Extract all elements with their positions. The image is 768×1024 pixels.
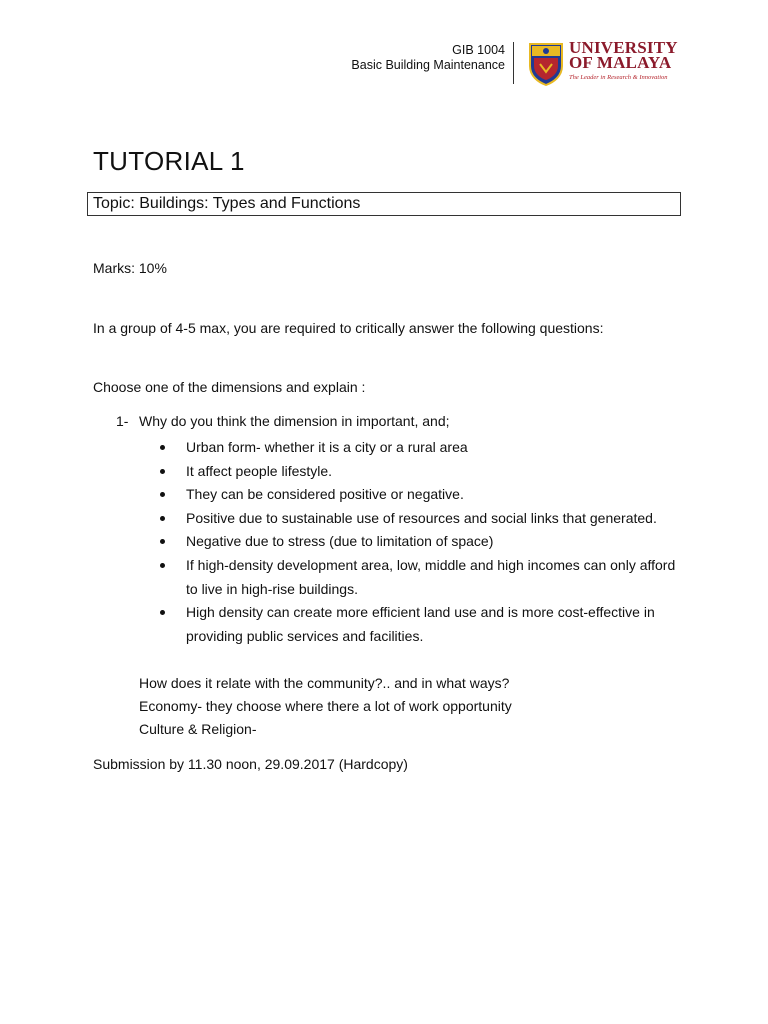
bullet-text: If high-density development area, low, middle and high incomes can only afford to live in high-rise buildings. xyxy=(186,556,676,597)
submission-text: Submission by 11.30 noon, 29.09.2017 (Hardcopy) xyxy=(93,756,408,772)
header-divider xyxy=(513,42,514,84)
bullet-icon xyxy=(160,469,165,474)
bullet-text: Urban form- whether it is a city or a rural area xyxy=(186,439,468,455)
university-name-line1: UNIVERSITY xyxy=(569,38,678,57)
instruction-text: In a group of 4-5 max, you are required to critically answer the following questions: xyxy=(93,320,604,336)
bullet-icon xyxy=(160,492,165,497)
page-title: TUTORIAL 1 xyxy=(93,146,245,176)
list-item xyxy=(160,483,690,507)
culture-text: Culture & Religion- xyxy=(139,721,257,737)
choose-text: Choose one of the dimensions and explain : xyxy=(93,379,366,395)
list-item xyxy=(160,530,690,554)
course-name: Basic Building Maintenance xyxy=(351,58,505,72)
bullet-list xyxy=(160,436,690,648)
bullet-text: Negative due to stress (due to limitation of space) xyxy=(186,533,494,550)
university-name-line2: OF MALAYA xyxy=(569,53,672,72)
topic-box: Topic: Buildings: Types and Functions xyxy=(87,192,681,216)
list-item xyxy=(160,460,690,484)
course-header xyxy=(351,43,505,73)
list-item xyxy=(160,601,690,648)
course-code: GIB 1004 xyxy=(452,43,505,57)
bullet-text: Positive due to sustainable use of resources and social links that generated. xyxy=(186,509,657,526)
bullet-icon xyxy=(160,445,165,450)
university-tagline: The Leader in Research & Innovation xyxy=(569,74,668,81)
question-number: 1- xyxy=(116,413,129,429)
bullet-icon xyxy=(160,516,165,521)
community-question: How does it relate with the community?.. and in what ways? xyxy=(139,675,510,691)
university-crest-icon xyxy=(528,42,564,86)
bullet-icon xyxy=(160,610,165,615)
list-item xyxy=(160,436,690,460)
bullet-text: High density can create more efficient land use and is more cost-effective in providing public services and facilities. xyxy=(186,604,655,644)
question-text: Why do you think the dimension in important, and; xyxy=(139,413,450,429)
economy-text: Economy- they choose where there a lot of work opportunity xyxy=(139,698,512,714)
bullet-text: It affect people lifestyle. xyxy=(186,462,333,479)
bullet-text: They can be considered positive or negative. xyxy=(186,486,464,503)
list-item xyxy=(160,507,690,531)
bullet-icon xyxy=(160,563,165,568)
list-item xyxy=(160,554,690,601)
university-name xyxy=(569,40,678,70)
marks-text: Marks: 10% xyxy=(93,260,167,276)
bullet-icon xyxy=(160,539,165,544)
